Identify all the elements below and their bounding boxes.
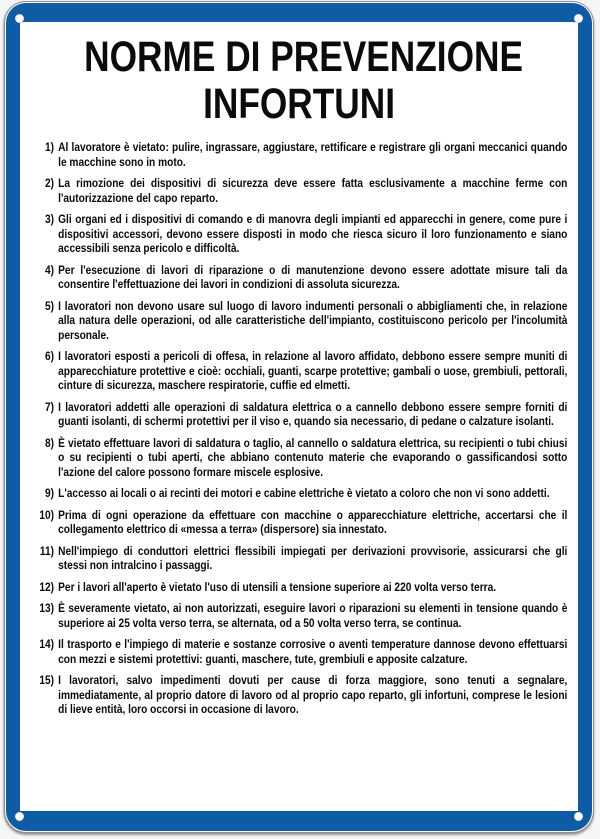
mounting-hole-bottom-right <box>574 812 583 821</box>
item-text: È vietato effettuare lavori di saldatura o taglio, al cannello o saldatura elettrica, su recipienti o tubi chiusi o su recipienti o tubi aperti, che abbiano contenuto materie che evaporando o gassificandosi sotto l'azione del calore possono formare miscele esplosive. <box>58 435 568 479</box>
item-number: 1) <box>44 140 55 154</box>
list-item <box>36 486 567 501</box>
item-text: I lavoratori, salvo impedimenti dovuti per cause di forza maggiore, sono tenuti a segnalare, immediatamente, al proprio datore di lavoro od al proprio capo reparto, gli infortuni, comprese le lesioni di lieve entità, loro occorsi in occasione di lavoro. <box>58 673 568 716</box>
mounting-hole-top-right <box>574 14 583 23</box>
item-number: 15) <box>39 673 55 687</box>
sign-title <box>36 34 562 128</box>
item-text: Prima di ogni operazione da effettuare con macchine o apparecchiature elettriche, accertarsi che il collegamento elettrico di «messa a terra» (dispersore) sia innestato. <box>58 507 568 536</box>
list-item <box>36 212 567 256</box>
list-item <box>36 263 567 292</box>
item-number: 7) <box>44 399 55 414</box>
item-text: Al lavoratore è vietato: pulire, ingrassare, aggiustare, rettificare e registrare gli organi meccanici quando le macchine sono in moto. <box>58 140 568 169</box>
list-item <box>36 176 567 205</box>
list-item <box>36 580 567 595</box>
list-item <box>36 601 567 630</box>
sign-content <box>21 22 577 811</box>
item-text: I lavoratori non devono usare sul luogo di lavoro indumenti personali o abbigliamenti che, in relazione alla natura delle operazioni, od alle caratteristiche dell'impianto, costituiscono pericolo per l'incolumità personale. <box>58 298 568 342</box>
mounting-hole-top-left <box>15 14 24 23</box>
list-item <box>36 349 567 393</box>
sign-plate <box>4 1 594 833</box>
list-item <box>36 544 567 573</box>
list-item <box>36 436 567 480</box>
list-item <box>36 400 567 429</box>
sign-title-line-1: NORME DI PREVENZIONE <box>84 33 524 81</box>
sign-title-line-2: INFORTUNI <box>203 80 395 128</box>
item-text: Nell'impiego di conduttori elettrici flessibili impiegati per derivazioni provvisorie, assicurarsi che gli stessi non intralcino i passaggi. <box>58 543 568 572</box>
list-item <box>36 673 567 717</box>
item-number: 6) <box>44 349 55 363</box>
item-text: La rimozione dei dispositivi di sicurezza deve essere fatta esclusivamente a macchine ferme con l'autorizzazione del capo reparto. <box>58 176 568 205</box>
list-item <box>36 299 567 343</box>
list-item <box>36 637 567 666</box>
item-number: 4) <box>44 262 55 277</box>
item-number: 5) <box>44 298 55 313</box>
item-text: Per l'esecuzione di lavori di riparazione o di manutenzione devono essere adottate misure tali da consentire l'effettuazione dei lavori in condizioni di assoluta sicurezza. <box>58 262 568 291</box>
item-text: I lavoratori esposti a pericoli di offesa, in relazione al lavoro affidato, debbono essere sempre muniti di apparecchiature protettive e cioè: occhiali, guanti, scarpe protettive; gambali o uose, grembiuli, pettorali, cinture di sicurezza, maschere respiratorie, cuffie ed elmetti. <box>58 349 568 392</box>
item-number: 13) <box>39 601 55 615</box>
item-number: 2) <box>44 176 55 190</box>
item-number: 8) <box>44 435 55 450</box>
item-number: 11) <box>39 543 55 558</box>
item-text: Il trasporto e l'impiego di materie e sostanze corrosive o aventi temperature dannose devono effettuarsi con mezzi e sistemi protettivi: guanti, maschere, tute, grembiuli e apposite calzature. <box>58 637 568 666</box>
rules-list <box>36 140 567 717</box>
item-text: Gli organi ed i dispositivi di comando e di manovra degli impianti ed apparecchi in genere, come pure i dispositivi accessori, devono essere disposti in modo che riesca sicuro il loro funzionamento e siano accessibili senza pericolo e difficoltà. <box>58 212 568 255</box>
item-text: L'accesso ai locali o ai recinti dei motori e cabine elettriche è vietato a coloro che non vi sono addetti. <box>58 486 550 500</box>
mounting-hole-bottom-left <box>15 812 24 821</box>
item-number: 14) <box>39 637 55 651</box>
item-text: Per i lavori all'aperto è vietato l'uso di utensili a tensione superiore ai 220 volta verso terra. <box>58 579 497 594</box>
item-number: 3) <box>44 212 55 226</box>
list-item <box>36 508 567 537</box>
item-text: È severamente vietato, ai non autorizzati, eseguire lavori o riparazioni su elementi in tensione quando è superiore ai 25 volta verso terra, se alternata, od a 50 volta verso terra, se continua. <box>58 601 568 630</box>
item-number: 9) <box>44 486 55 500</box>
list-item <box>36 140 567 169</box>
item-number: 12) <box>39 579 55 594</box>
item-number: 10) <box>39 507 55 522</box>
item-text: I lavoratori addetti alle operazioni di saldatura elettrica o a cannello debbono essere sempre forniti di guanti isolanti, di schermi protettivi per il viso e, quando sia necessario, di pedane o calzature isolanti. <box>58 399 568 428</box>
